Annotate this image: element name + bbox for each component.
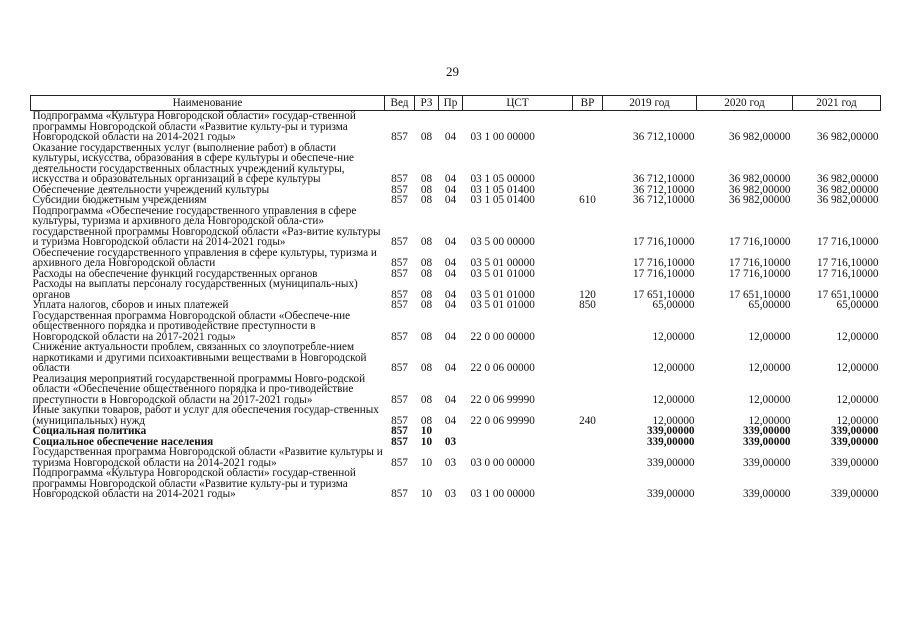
row-ved: 857	[391, 131, 408, 143]
row-name: Государственная программа Новгородской области «Развитие культуры и туризма Новгородской области на 2014-2021 годы»	[32, 446, 383, 469]
row-cst: 22 0 06 00000	[470, 362, 535, 374]
table-row	[31, 248, 881, 269]
row-pr: 04	[444, 236, 457, 248]
table-row	[31, 426, 881, 437]
row-vr	[573, 468, 603, 500]
row-name: Иные закупки товаров, работ и услуг для обеспечения государ-ственных (муниципальных) нужд	[32, 404, 379, 427]
row-pr: 04	[444, 131, 457, 143]
row-value-2019: 65,00000	[652, 299, 695, 311]
row-vr	[573, 248, 603, 269]
row-value-2020: 339,00000	[742, 488, 791, 500]
table-row	[31, 206, 881, 248]
row-ved: 857	[391, 267, 408, 280]
row-value-2019: 12,00000	[652, 330, 695, 343]
row-cst: 22 0 06 99990	[470, 393, 535, 406]
row-pr: 04	[444, 393, 457, 406]
row-ved: 857	[391, 414, 408, 427]
row-rz: 08	[420, 299, 433, 311]
row-value-2020: 12,00000	[748, 330, 791, 343]
row-name: Социальное обеспечение населения	[32, 435, 214, 448]
row-pr: 04	[444, 414, 457, 427]
row-name: Социальная политика	[32, 425, 147, 437]
table-row	[31, 342, 881, 374]
table-row	[31, 300, 881, 311]
row-name: Субсидии бюджетным учреждениям	[32, 194, 207, 206]
row-name: Подпрограмма «Обеспечение государственного управления в сфере культуры, туризма и архивного дела Новгородской обла-сти» государственной программы Новгородской области «Раз-витие культуры и туризма Новгородской области на 2014-2021 годы»	[32, 204, 381, 248]
row-cst	[463, 426, 573, 437]
row-rz: 08	[420, 173, 433, 185]
row-ved: 857	[391, 183, 408, 196]
row-cst: 03 5 01 01000	[470, 299, 535, 311]
row-value-2021: 12,00000	[836, 393, 879, 406]
row-rz: 08	[420, 267, 433, 280]
table-row	[31, 143, 881, 185]
row-cst: 03 5 01 01000	[470, 288, 535, 301]
row-vr	[573, 437, 603, 448]
header-pr: Пр	[439, 96, 463, 111]
row-value-2021: 17 716,10000	[816, 267, 879, 280]
row-name: Расходы на обеспечение функций государственных органов	[32, 267, 318, 280]
row-ved: 857	[391, 488, 408, 500]
row-rz: 10	[420, 425, 433, 437]
row-value-2020: 36 982,00000	[728, 183, 791, 196]
row-value-2019: 36 712,10000	[632, 183, 695, 196]
row-value-2020: 17 716,10000	[728, 236, 791, 248]
row-cst: 22 0 00 00000	[470, 330, 535, 343]
row-ved: 857	[391, 288, 408, 301]
row-value-2020: 12,00000	[748, 414, 791, 427]
row-cst: 03 1 05 01400	[470, 183, 535, 196]
header-2020: 2020 год	[697, 96, 793, 111]
row-name: Уплата налогов, сборов и иных платежей	[32, 299, 229, 311]
row-rz: 10	[420, 456, 433, 469]
row-value-2020: 36 982,00000	[728, 194, 791, 206]
table-body	[31, 111, 881, 500]
row-value-2019: 339,00000	[646, 425, 695, 437]
row-cst: 03 5 01 00000	[470, 257, 535, 269]
row-value-2021: 65,00000	[836, 299, 879, 311]
row-ved: 857	[391, 257, 408, 269]
row-pr: 04	[444, 299, 457, 311]
row-pr: 04	[444, 267, 457, 280]
row-rz: 08	[420, 393, 433, 406]
table-row	[31, 374, 881, 406]
row-value-2021: 12,00000	[836, 414, 879, 427]
row-value-2021: 17 651,10000	[816, 288, 879, 301]
row-vr	[573, 374, 603, 406]
row-vr	[573, 111, 603, 143]
row-ved: 857	[391, 362, 408, 374]
row-pr: 04	[444, 257, 457, 269]
header-ved: Вед	[385, 96, 415, 111]
row-rz: 08	[420, 236, 433, 248]
row-value-2020: 36 982,00000	[728, 173, 791, 185]
row-pr: 04	[444, 362, 457, 374]
row-value-2021: 12,00000	[836, 362, 879, 374]
budget-table	[30, 95, 881, 500]
row-vr: 120	[579, 288, 596, 301]
table-header-row	[31, 96, 881, 111]
row-name: Расходы на выплаты персоналу государственных (муниципаль-ных) органов	[32, 278, 358, 301]
header-2021: 2021 год	[793, 96, 881, 111]
row-pr	[439, 426, 463, 437]
row-ved: 857	[391, 435, 408, 448]
row-ved: 857	[391, 236, 408, 248]
page-number: 29	[446, 64, 459, 79]
header-name: Наименование	[31, 96, 385, 111]
row-value-2020: 65,00000	[748, 299, 791, 311]
row-vr: 610	[579, 194, 596, 206]
row-value-2020: 12,00000	[748, 393, 791, 406]
row-value-2020: 17 716,10000	[728, 267, 791, 280]
row-value-2021: 17 716,10000	[816, 257, 879, 269]
row-name: Обеспечение деятельности учреждений культуры	[32, 183, 270, 196]
table-row	[31, 447, 881, 468]
row-value-2021: 36 982,00000	[816, 173, 879, 185]
row-rz: 10	[420, 488, 433, 500]
row-value-2020: 339,00000	[742, 425, 791, 437]
row-value-2019: 12,00000	[652, 393, 695, 406]
row-pr: 03	[444, 488, 457, 500]
row-value-2019: 12,00000	[652, 414, 695, 427]
row-value-2019: 36 712,10000	[632, 131, 695, 143]
row-cst: 03 0 00 00000	[470, 456, 535, 469]
row-cst	[463, 437, 573, 448]
row-vr	[573, 447, 603, 468]
row-name: Подпрограмма «Культура Новгородской области» государ-ственной программы Новгородской области «Развитие культу-ры и туризма Новгородской области на 2014-2021 годы»	[32, 467, 356, 500]
row-value-2021: 36 982,00000	[816, 194, 879, 206]
row-value-2019: 36 712,10000	[632, 194, 695, 206]
row-value-2019: 339,00000	[646, 488, 695, 500]
row-cst: 03 5 01 01000	[470, 267, 535, 280]
row-ved: 857	[391, 393, 408, 406]
row-vr	[573, 342, 603, 374]
row-cst: 03 1 00 00000	[470, 488, 535, 500]
row-value-2019: 17 716,10000	[632, 257, 695, 269]
row-pr: 03	[444, 435, 457, 448]
row-name: Оказание государственных услуг (выполнение работ) в области культуры, искусства, образования в сфере культуры и обеспече-ние деятельности государственных областных учреждений культуры, искусства и образовательных организаций в сфере культуры	[32, 141, 355, 185]
row-vr: 240	[579, 414, 596, 427]
row-value-2021: 339,00000	[830, 425, 879, 437]
row-value-2019: 17 716,10000	[632, 236, 695, 248]
row-cst: 03 1 05 00000	[470, 173, 535, 185]
row-value-2020: 339,00000	[742, 456, 791, 469]
row-pr: 04	[444, 173, 457, 185]
row-pr: 04	[444, 183, 457, 196]
row-value-2021: 36 982,00000	[816, 131, 879, 143]
row-rz: 08	[420, 414, 433, 427]
row-value-2021: 36 982,00000	[816, 183, 879, 196]
row-vr	[573, 206, 603, 248]
header-vr: ВР	[573, 96, 603, 111]
table-row	[31, 405, 881, 426]
table-row	[31, 311, 881, 343]
row-value-2021: 12,00000	[836, 330, 879, 343]
row-name: Снижение актуальности проблем, связанных со злоупотребле-нием наркотиками и другими психоактивными веществами в Новгородской области	[32, 341, 367, 374]
row-value-2019: 12,00000	[652, 362, 695, 374]
table-row	[31, 195, 881, 206]
table-row	[31, 468, 881, 500]
row-value-2019: 17 716,10000	[632, 267, 695, 280]
row-ved: 857	[391, 173, 408, 185]
row-vr	[573, 269, 603, 280]
table-row	[31, 279, 881, 300]
row-cst: 22 0 06 99990	[470, 414, 535, 427]
header-cst: ЦСТ	[463, 96, 573, 111]
row-pr: 03	[444, 456, 457, 469]
row-value-2021: 339,00000	[830, 456, 879, 469]
row-vr: 850	[579, 299, 596, 311]
row-cst: 03 1 00 00000	[470, 131, 535, 143]
row-name: Государственная программа Новгородской области «Обеспече-ние общественного порядка и противодействие преступности в Новгородской области на 2017-2021 годы»	[32, 309, 351, 343]
row-rz: 08	[420, 194, 433, 206]
row-pr: 04	[444, 194, 457, 206]
row-value-2021: 339,00000	[830, 435, 879, 448]
row-cst: 03 5 00 00000	[470, 236, 535, 248]
row-value-2021: 17 716,10000	[816, 236, 879, 248]
row-rz: 08	[420, 183, 433, 196]
row-vr	[573, 311, 603, 343]
row-rz: 08	[420, 131, 433, 143]
row-value-2020: 12,00000	[748, 362, 791, 374]
row-name: Подпрограмма «Культура Новгородской области» государ-ственной программы Новгородской области «Развитие культу-ры и туризма Новгородской области на 2014-2021 годы»	[32, 110, 356, 143]
row-ved: 857	[391, 299, 408, 311]
row-pr: 04	[444, 288, 457, 301]
row-rz: 08	[420, 362, 433, 374]
row-value-2019: 17 651,10000	[632, 288, 695, 301]
row-value-2019: 339,00000	[646, 456, 695, 469]
row-ved: 857	[391, 425, 408, 437]
row-name: Реализация мероприятий государственной программы Новго-родской области «Обеспечение общественного порядка и про-тиводействие преступности в Новгородской области на 2017-2021 годы»	[32, 372, 366, 406]
row-vr	[573, 426, 603, 437]
row-value-2020: 339,00000	[742, 435, 791, 448]
row-name: Обеспечение государственного управления в сфере культуры, туризма и архивного дела Новгородской области	[32, 246, 377, 269]
header-rz: РЗ	[415, 96, 439, 111]
row-value-2019: 339,00000	[646, 435, 695, 448]
table-row	[31, 111, 881, 143]
row-value-2020: 17 716,10000	[728, 257, 791, 269]
row-rz: 08	[420, 330, 433, 343]
row-value-2020: 17 651,10000	[728, 288, 791, 301]
row-rz: 08	[420, 257, 433, 269]
row-rz: 10	[420, 435, 433, 448]
row-value-2019: 36 712,10000	[632, 173, 695, 185]
row-value-2021: 339,00000	[830, 488, 879, 500]
row-ved: 857	[391, 330, 408, 343]
row-value-2020: 36 982,00000	[728, 131, 791, 143]
row-vr	[573, 143, 603, 185]
row-cst: 03 1 05 01400	[470, 194, 535, 206]
row-pr: 04	[444, 330, 457, 343]
row-ved: 857	[391, 456, 408, 469]
row-rz: 08	[420, 288, 433, 301]
header-2019: 2019 год	[603, 96, 697, 111]
row-ved: 857	[391, 194, 408, 206]
